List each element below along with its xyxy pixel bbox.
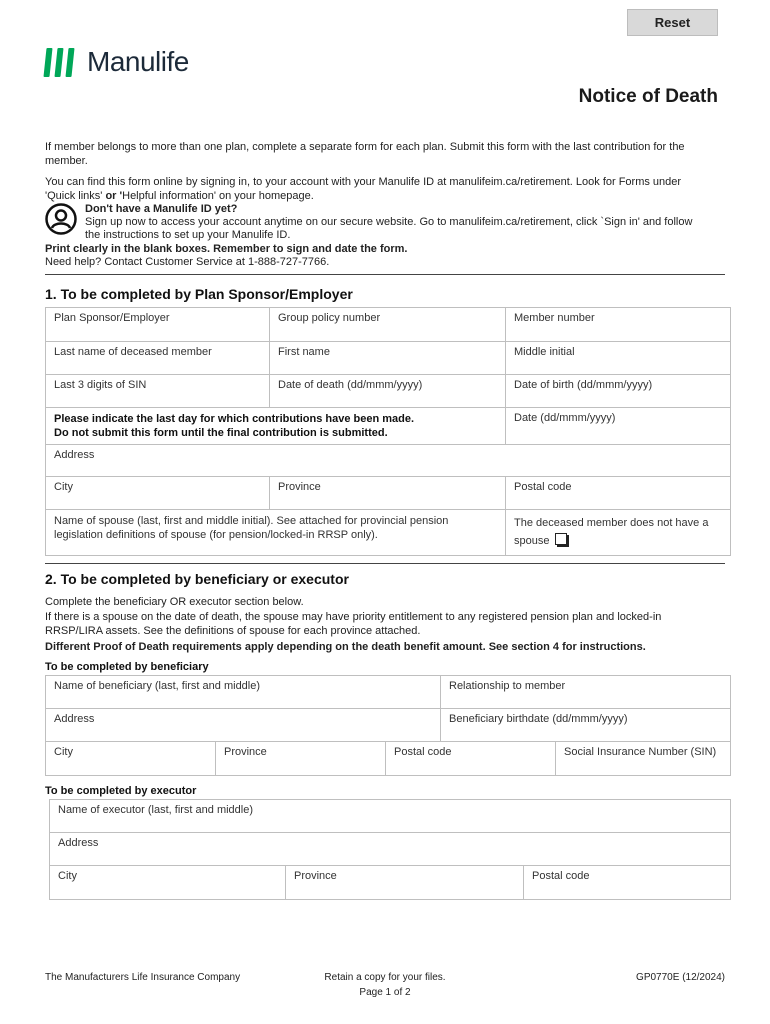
beneficiary-postal-label: Postal code [394, 746, 452, 758]
executor-address-label: Address [58, 837, 99, 849]
section-2-line-2: If there is a spouse on the date of death, the spouse may have priority entitlement to any registered pension plan and locked-in [45, 611, 662, 623]
beneficiary-birthdate-field[interactable] [441, 709, 731, 742]
executor-name-field[interactable] [50, 800, 731, 833]
contribution-date-label: Date (dd/mmm/yyyy) [514, 412, 616, 424]
beneficiary-province-label: Province [224, 746, 267, 758]
last-contribution-field[interactable] [46, 408, 506, 445]
member-number-field[interactable] [506, 308, 731, 342]
beneficiary-address-field[interactable] [46, 709, 441, 742]
address-field[interactable] [46, 445, 731, 477]
beneficiary-sin-field[interactable] [556, 742, 731, 776]
beneficiary-birthdate-label: Beneficiary birthdate (dd/mmm/yyyy) [449, 713, 628, 725]
executor-table [49, 799, 731, 900]
member-number-label: Member number [514, 312, 595, 324]
sin-last3-label: Last 3 digits of SIN [54, 379, 147, 391]
intro-p2-text: You can find this form online by signing in, to your account with your Manulife ID at manulifeim.ca/retirement. Look for Forms under [45, 176, 682, 188]
beneficiary-name-field[interactable] [46, 676, 441, 709]
manulife-id-heading: Don't have a Manulife ID yet? [85, 203, 238, 215]
manulife-logo [45, 46, 189, 78]
footer-retain: Retain a copy for your files. [324, 972, 446, 983]
manulife-id-line-2: the instructions to set up your Manulife ID. [85, 229, 291, 241]
person-icon [45, 203, 77, 235]
manulife-id-line-1: Sign up now to access your account anytime on our secure website. Go to manulifeim.ca/retirement, click `Sign in' and follow [85, 216, 693, 228]
executor-postal-field[interactable] [524, 866, 731, 900]
section-2-line-1: Complete the beneficiary OR executor section below. [45, 596, 304, 608]
intro-p2-helpful: Helpful information' on your homepage. [122, 189, 314, 202]
middle-initial-field[interactable] [506, 342, 731, 375]
brand-name: Manulife [87, 46, 189, 77]
beneficiary-postal-field[interactable] [386, 742, 556, 776]
executor-city-label: City [58, 870, 77, 882]
group-policy-label: Group policy number [278, 312, 381, 324]
address-label: Address [54, 449, 95, 461]
beneficiary-city-label: City [54, 746, 73, 758]
intro-paragraph-2 [45, 176, 735, 203]
province-label: Province [278, 481, 321, 493]
beneficiary-city-field[interactable] [46, 742, 216, 776]
beneficiary-province-field[interactable] [216, 742, 386, 776]
intro-p2-quicklinks: 'Quick links' [45, 189, 103, 202]
relationship-label: Relationship to member [449, 680, 566, 692]
divider [45, 563, 725, 564]
date-of-death-field[interactable] [270, 375, 506, 408]
executor-province-label: Province [294, 870, 337, 882]
footer-company: The Manufacturers Life Insurance Company [45, 972, 241, 983]
date-of-death-label: Date of death (dd/mmm/yyyy) [278, 379, 423, 391]
intro-p2-or: or ' [102, 189, 123, 202]
executor-province-field[interactable] [286, 866, 524, 900]
beneficiary-sin-label: Social Insurance Number (SIN) [564, 746, 717, 758]
footer-page-number: Page 1 of 2 [359, 987, 411, 998]
deceased-last-name-field[interactable] [46, 342, 270, 375]
section-1-heading: 1. To be completed by Plan Sponsor/Employer [45, 286, 353, 302]
province-field[interactable] [270, 477, 506, 510]
contribution-date-field[interactable] [506, 408, 731, 445]
section-1-table [45, 307, 731, 556]
relationship-field[interactable] [441, 676, 731, 709]
help-contact: Need help? Contact Customer Service at 1-888-727-7766. [45, 256, 330, 268]
executor-heading: To be completed by executor [45, 785, 197, 797]
executor-city-field[interactable] [50, 866, 286, 900]
postal-code-label: Postal code [514, 481, 572, 493]
beneficiary-table [45, 675, 731, 776]
city-field[interactable] [46, 477, 270, 510]
no-spouse-cell [506, 510, 731, 556]
no-spouse-label: The deceased member does not have a [514, 517, 709, 529]
spouse-name-field[interactable] [46, 510, 506, 556]
beneficiary-heading: To be completed by beneficiary [45, 661, 209, 673]
intro-paragraph-1: If member belongs to more than one plan, complete a separate form for each plan. Submit this form with the last contribution for the member. [45, 141, 685, 167]
divider [45, 274, 725, 275]
section-2-line-4: Different Proof of Death requirements apply depending on the death benefit amount. See section 4 for instructions. [45, 641, 646, 653]
deceased-last-name-label: Last name of deceased member [54, 346, 212, 358]
beneficiary-name-label: Name of beneficiary (last, first and middle) [54, 680, 261, 692]
group-policy-field[interactable] [270, 308, 506, 342]
reset-button[interactable]: Reset [627, 9, 718, 36]
print-clearly-note: Print clearly in the blank boxes. Remember to sign and date the form. [45, 243, 408, 255]
executor-address-field[interactable] [50, 833, 731, 866]
sin-last3-field[interactable] [46, 375, 270, 408]
contribution-note-2: Do not submit this form until the final contribution is submitted. [54, 427, 388, 439]
plan-sponsor-label: Plan Sponsor/Employer [54, 312, 170, 324]
no-spouse-checkbox[interactable] [555, 533, 567, 545]
postal-code-field[interactable] [506, 477, 731, 510]
date-of-birth-label: Date of birth (dd/mmm/yyyy) [514, 379, 653, 391]
middle-initial-label: Middle initial [514, 346, 575, 358]
city-label: City [54, 481, 73, 493]
contribution-note-1: Please indicate the last day for which contributions have been made. [54, 413, 415, 425]
section-2-line-3: RRSP/LIRA assets. See the definitions of spouse for each province attached. [45, 625, 421, 637]
executor-name-label: Name of executor (last, first and middle) [58, 804, 254, 816]
date-of-birth-field[interactable] [506, 375, 731, 408]
page-title: Notice of Death [578, 86, 718, 107]
first-name-field[interactable] [270, 342, 506, 375]
beneficiary-address-label: Address [54, 713, 95, 725]
first-name-label: First name [278, 346, 330, 358]
footer-form-code: GP0770E (12/2024) [636, 972, 725, 983]
no-spouse-label-2: spouse [514, 535, 550, 547]
manulife-logo-icon [45, 48, 73, 77]
plan-sponsor-field[interactable] [46, 308, 270, 342]
section-2-heading: 2. To be completed by beneficiary or executor [45, 571, 349, 587]
executor-postal-label: Postal code [532, 870, 590, 882]
spouse-name-label: Name of spouse (last, first and middle initial). See attached for provincial pension legislation definitions of spouse (for pension/locked-in RRSP only). [54, 515, 449, 541]
